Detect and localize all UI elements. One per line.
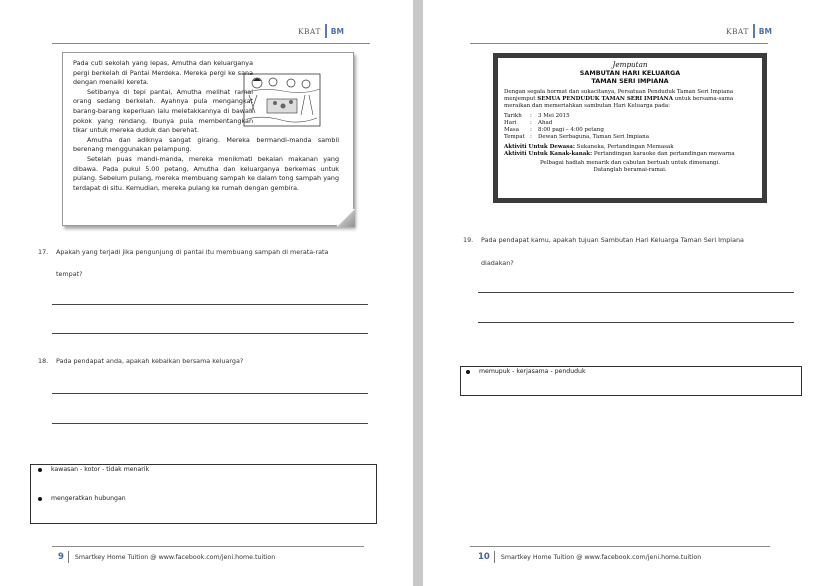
intro-bold: SEMUA PENDUDUK TAMAN SERI IMPIANA <box>537 96 673 102</box>
detail-value: 3 Mei 2015 <box>538 113 570 119</box>
question-text: tempat? <box>56 270 83 278</box>
passage-paragraph: Setelah puas mandi-manda, mereka menikmati bekalan makanan yang dibawa. Pada pukul 5.00 petang, Amutha dan keluarganya berkemas untuk pulang. Sebelum pulang, mereka membuang sampah ke dalam tong sampah yang terdapat di situ. Kemudian, mereka pulang ke rumah dengan gembira. <box>73 154 339 192</box>
hint-text: mengeratkan hubungan <box>51 495 126 502</box>
intro-text: untuk bersama-sama meraikan dan memeriahkan sambutan Hari Keluarga pada: <box>504 96 734 109</box>
question-19 <box>463 236 793 245</box>
detail-key: Tempat <box>504 134 525 140</box>
answer-line[interactable] <box>52 393 368 394</box>
bullet-icon <box>38 468 42 472</box>
detail-key: Masa <box>504 127 520 133</box>
activity-value: Sukaneka, Pertandingan Memasak <box>574 144 674 150</box>
question-text: Apakah yang terjadi jika pengunjung di pantai itu membuang sampah di merata-rata <box>56 248 329 256</box>
invitation-heading: TAMAN SERI IMPIANA <box>591 77 669 85</box>
kids-activities <box>504 151 756 158</box>
page-gutter <box>413 0 423 586</box>
footer-rule <box>52 546 364 547</box>
header-divider <box>325 24 327 38</box>
detail-row: Hari : Ahad <box>504 120 553 126</box>
footer-text: Smartkey Home Tuition @ www.facebook.com/jeni.home.tuition <box>500 553 702 561</box>
header-rule <box>470 43 768 44</box>
answer-line[interactable] <box>52 423 368 424</box>
detail-value: Dewan Serbaguna, Taman Seri Impiana <box>538 134 650 140</box>
hint-item <box>38 495 126 502</box>
answer-line[interactable] <box>478 292 794 293</box>
invitation-card <box>493 53 767 203</box>
page-footer <box>478 551 701 563</box>
answer-line[interactable] <box>478 322 794 323</box>
invitation-content <box>504 61 756 195</box>
page-header <box>298 22 344 40</box>
detail-value: Ahad <box>538 120 553 126</box>
detail-row: Tarikh : 3 Mei 2015 <box>504 113 570 119</box>
page-header <box>726 22 772 40</box>
activity-value: Pertandingan karaoke dan pertandingan mewarna <box>592 151 735 157</box>
invitation-intro <box>504 89 756 110</box>
event-details <box>504 113 756 141</box>
detail-row: Tempat : Dewan Serbaguna, Taman Seri Impiana <box>504 134 650 140</box>
detail-key: Tarikh <box>504 113 522 119</box>
hint-text: kawasan - kotor - tidak menarik <box>51 466 150 473</box>
header-bm: BM <box>758 26 772 36</box>
question-number: 19. <box>463 236 474 244</box>
footer-rule <box>470 546 770 547</box>
passage-paragraph: Amutha dan adiknya sangat girang. Mereka bermandi-manda sambil berenang menggunakan pelampung. <box>73 135 339 154</box>
header-kbat: KBAT <box>726 26 749 36</box>
question-number: 18. <box>38 357 49 365</box>
passage-card <box>62 52 354 226</box>
passage-text <box>73 59 339 193</box>
page-footer <box>58 551 275 563</box>
page-number: 9 <box>58 552 64 562</box>
detail-key: Hari <box>504 120 517 126</box>
page-number: 10 <box>478 552 490 562</box>
question-number: 17. <box>38 248 49 256</box>
question-text: Pada pendapat anda, apakah kebaikan bersama keluarga? <box>56 357 244 365</box>
adult-activities <box>504 144 756 151</box>
passage-paragraph: Pada cuti sekolah yang lepas, Amutha dan keluarganya pergi berkelah di Pantai Merdeka. Mereka pergi ke sana dengan menaiki kereta. <box>73 59 253 87</box>
passage-paragraph: Setibanya di tepi pantai, Amutha melihat ramai orang sedang berkelah. Ayahnya pula mengangkat barang-barang keperluan lalu meletakkannya di bawah pokok yang rendang. Ibunya pula membentangkan tikar untuk mereka duduk dan berehat. <box>73 87 253 135</box>
invitation-closing: Datanglah beramai-ramai. <box>593 167 667 173</box>
header-bm: BM <box>330 26 344 36</box>
bullet-icon <box>466 370 470 374</box>
question-19-continued <box>481 259 514 268</box>
hint-item <box>466 368 586 375</box>
activity-label: Aktiviti Untuk Dewasa: <box>504 144 575 150</box>
answer-line[interactable] <box>52 333 368 334</box>
invitation-heading: SAMBUTAN HARI KELUARGA <box>579 69 681 77</box>
left-page <box>0 0 413 586</box>
question-text: Pada pendapat kamu, apakah tujuan Sambutan Hari Keluarga Taman Seri Impiana <box>481 236 744 244</box>
intro-text: Dengan segala hormat dan sukacitanya, Persatuan Penduduk Taman Seri Impiana menjemput <box>504 89 734 102</box>
activity-label: Aktiviti Untuk Kanak-kanak: <box>504 151 593 157</box>
bullet-icon <box>38 497 42 501</box>
footer-text: Smartkey Home Tuition @ www.facebook.com/jeni.home.tuition <box>74 553 276 561</box>
invitation-title: Jemputan <box>612 60 648 69</box>
footer-divider <box>494 551 495 563</box>
question-18 <box>38 357 378 366</box>
answer-line[interactable] <box>52 304 368 305</box>
hint-item <box>38 466 149 473</box>
question-17 <box>38 248 378 257</box>
invitation-closing: Pelbagai hadiah menarik dan cabutan bertuah untuk dimenangi. <box>539 160 721 166</box>
answer-hint-box <box>30 464 377 524</box>
question-text: diadakan? <box>481 259 514 267</box>
page-curl <box>337 209 355 227</box>
detail-value: 8:00 pagi – 4:00 petang <box>538 127 604 133</box>
detail-row: Masa : 8:00 pagi – 4:00 petang <box>504 127 604 133</box>
footer-divider <box>68 551 69 563</box>
header-kbat: KBAT <box>298 26 321 36</box>
hint-text: memupuk - kerjasama - penduduk <box>479 368 586 375</box>
header-rule <box>52 43 370 44</box>
question-17-continued <box>56 270 83 279</box>
header-divider <box>753 24 755 38</box>
